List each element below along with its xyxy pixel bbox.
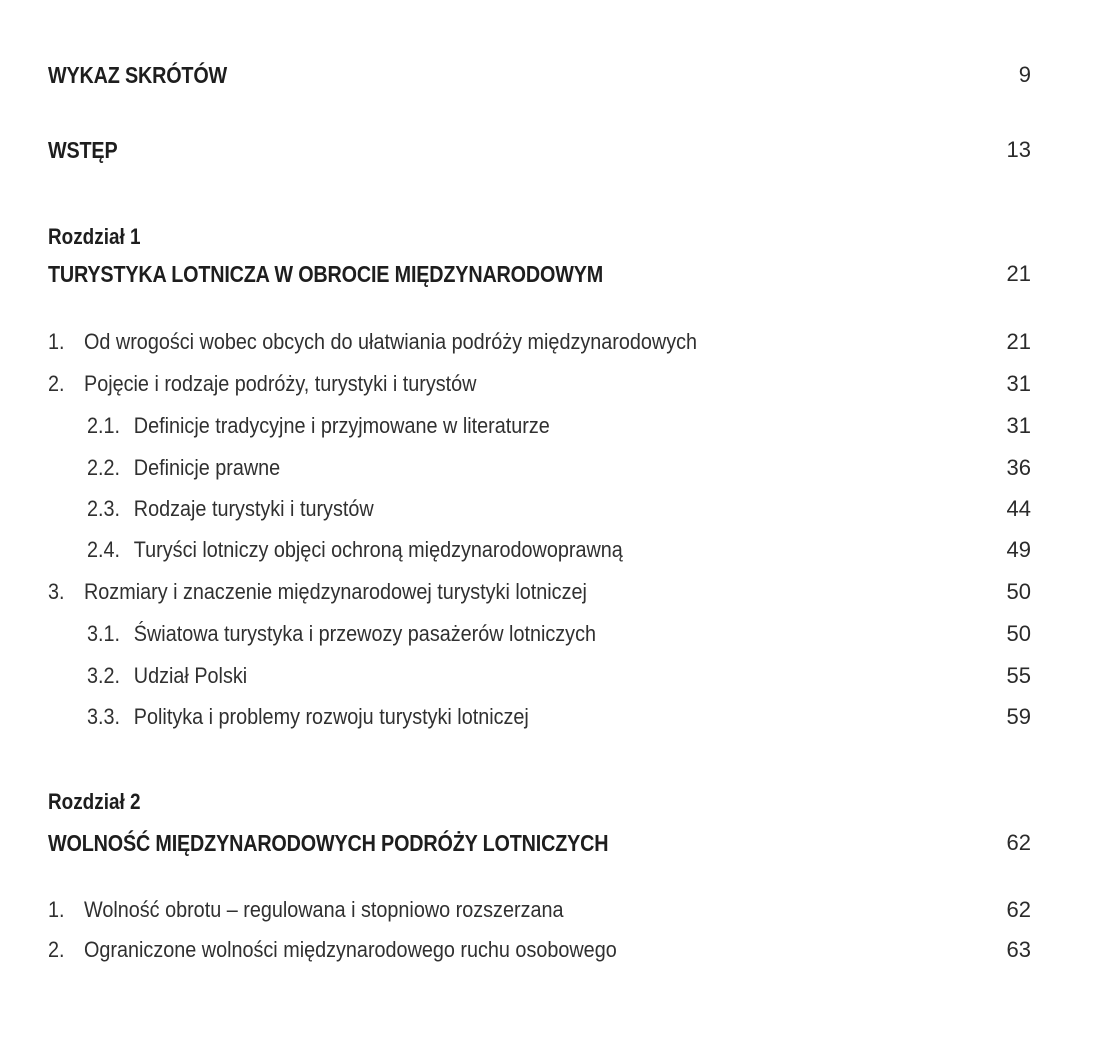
entry-text: Definicje prawne <box>133 455 281 480</box>
entry-text: Od wrogości wobec obcych do ułatwiania podróży międzynarodowych <box>84 329 698 354</box>
entry-number: 3.2. <box>87 663 121 688</box>
toc-subentry <box>48 658 1033 694</box>
chapter-title-row <box>48 825 1033 861</box>
toc-subentry <box>48 616 1033 652</box>
chapter-label-text: Rozdział 1 <box>48 224 141 249</box>
chapter-title-row <box>48 256 1033 292</box>
entry-number: 3.3. <box>87 704 121 729</box>
toc-subentry <box>48 491 1033 527</box>
toc-page-number: 31 <box>1006 371 1031 396</box>
toc-page-number: 36 <box>1006 455 1031 480</box>
toc-row-abbreviations <box>48 57 1033 93</box>
toc-subentry <box>48 450 1033 486</box>
toc-page-number: 62 <box>1006 830 1031 855</box>
entry-text: Turyści lotniczy objęci ochroną międzynarodowoprawną <box>133 537 623 562</box>
toc-page-number: 49 <box>1006 537 1031 562</box>
toc-subentry <box>48 408 1033 444</box>
toc-page-number: 31 <box>1006 413 1031 438</box>
entry-text: Polityka i problemy rozwoju turystyki lotniczej <box>133 704 529 729</box>
toc-page-number: 21 <box>1006 261 1031 286</box>
toc-row-introduction <box>48 132 1033 168</box>
entry-text: Rozmiary i znaczenie międzynarodowej turystyki lotniczej <box>84 579 587 604</box>
toc-entry <box>48 892 1033 928</box>
entry-number: 2.3. <box>87 496 121 521</box>
entry-number: 3.1. <box>87 621 121 646</box>
entry-text: Światowa turystyka i przewozy pasażerów lotniczych <box>133 621 596 646</box>
toc-page-number: 13 <box>1006 137 1031 162</box>
toc-title: WSTĘP <box>48 137 118 163</box>
chapter-title: TURYSTYKA LOTNICZA W OBROCIE MIĘDZYNARODOWYM <box>48 261 604 287</box>
toc-page-number: 50 <box>1006 579 1031 604</box>
toc-entry <box>48 366 1033 402</box>
chapter-title: WOLNOŚĆ MIĘDZYNARODOWYCH PODRÓŻY LOTNICZYCH <box>48 830 609 856</box>
toc-page-number: 59 <box>1006 704 1031 729</box>
entry-number: 2.1. <box>87 413 121 438</box>
entry-number: 1. <box>48 329 65 354</box>
toc-entry <box>48 574 1033 610</box>
toc-entry <box>48 932 1033 968</box>
entry-text: Wolność obrotu – regulowana i stopniowo rozszerzana <box>84 897 564 922</box>
toc-page-number: 44 <box>1006 496 1031 521</box>
entry-number: 1. <box>48 897 65 922</box>
toc-page-number: 50 <box>1006 621 1031 646</box>
toc-page-number: 9 <box>1018 62 1031 87</box>
entry-text: Definicje tradycyjne i przyjmowane w literaturze <box>133 413 550 438</box>
entry-number: 2. <box>48 371 65 396</box>
chapter-label <box>48 784 1033 820</box>
toc-page-number: 21 <box>1006 329 1031 354</box>
toc-subentry <box>48 532 1033 568</box>
chapter-label-text: Rozdział 2 <box>48 789 141 814</box>
toc-page-number: 55 <box>1006 663 1031 688</box>
entry-text: Udział Polski <box>133 663 248 688</box>
toc-page-number: 62 <box>1006 897 1031 922</box>
entry-number: 2.2. <box>87 455 121 480</box>
entry-number: 3. <box>48 579 65 604</box>
entry-text: Rodzaje turystyki i turystów <box>133 496 374 521</box>
toc-entry <box>48 324 1033 360</box>
toc-title: WYKAZ SKRÓTÓW <box>48 62 228 88</box>
entry-number: 2. <box>48 937 65 962</box>
entry-number: 2.4. <box>87 537 121 562</box>
toc-page-number: 63 <box>1006 937 1031 962</box>
entry-text: Pojęcie i rodzaje podróży, turystyki i turystów <box>84 371 477 396</box>
chapter-label <box>48 219 1033 255</box>
entry-text: Ograniczone wolności międzynarodowego ruchu osobowego <box>84 937 617 962</box>
toc-subentry <box>48 699 1033 735</box>
